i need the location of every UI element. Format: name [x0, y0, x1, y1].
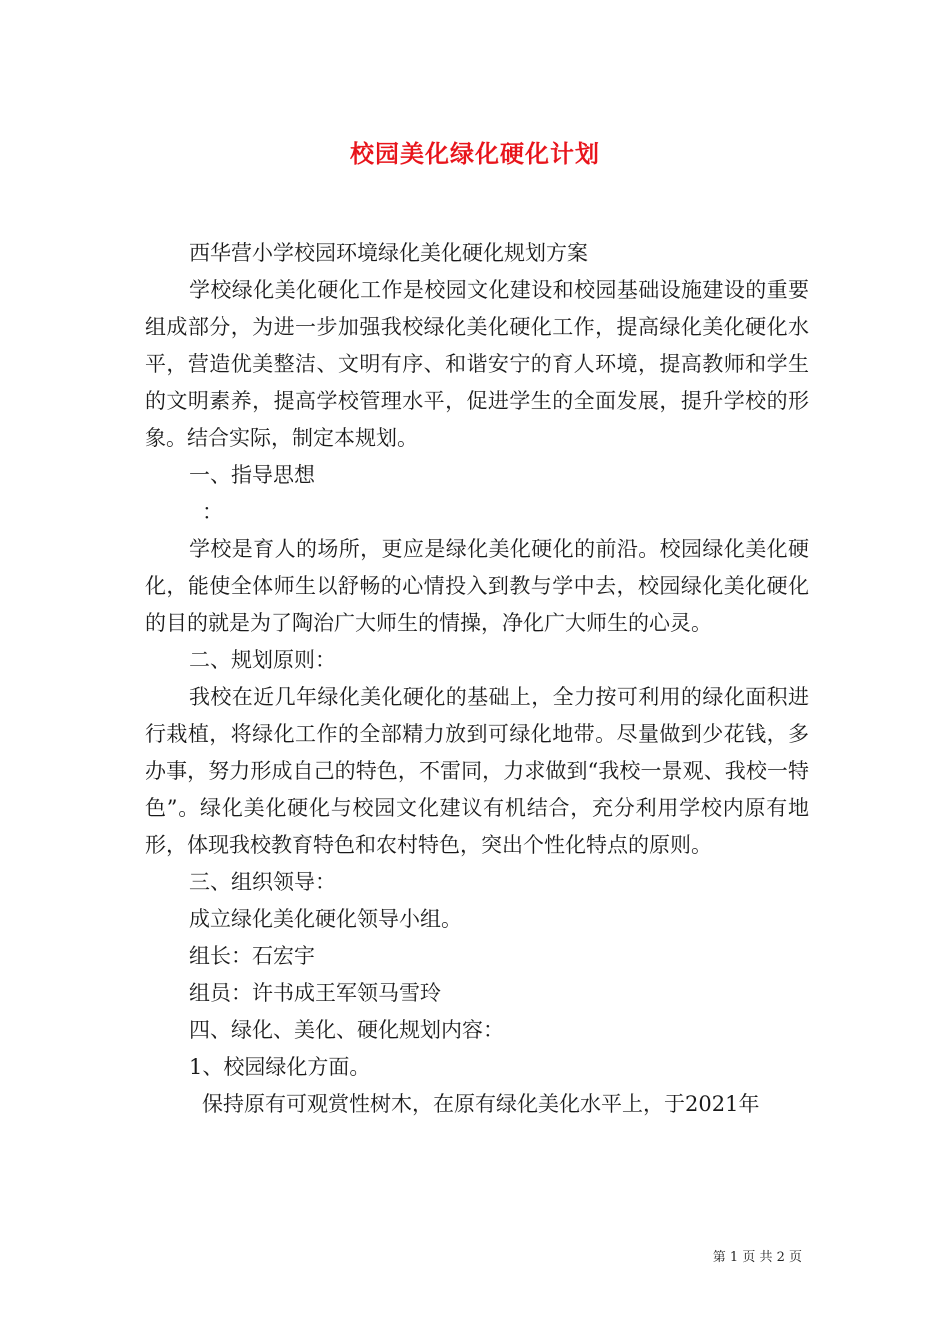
document-title: 校园美化绿化硬化计划 [350, 139, 600, 168]
principles-paragraph: 我校在近几年绿化美化硬化的基础上，全力按可利用的绿化面积进行栽植，将绿化工作的全部精力放到可绿化地带。尽量做到少花钱，多办事，努力形成自己的特色，不雷同，力求做到“我校一景观、我校一特色”。绿化美化硬化与校园文化建议有机结合，充分利用学校内原有地形，体现我校教育特色和农村特色，突出个性化特点的原则。 [145, 685, 809, 857]
plan-subtitle: 西华营小学校园环境绿化美化硬化规划方案 [189, 241, 588, 265]
group-leader-line: 组长：石宏宇 [189, 944, 315, 968]
page-number: 第 1 页 共 2 页 [712, 1250, 802, 1265]
subsection-heading-greening: 1、校园绿化方面。 [189, 1055, 371, 1079]
section-heading-principles: 二、规划原则： [189, 648, 336, 672]
section-heading-plan-content: 四、绿化、美化、硬化规划内容： [189, 1018, 504, 1042]
leadership-group-line: 成立绿化美化硬化领导小组。 [189, 907, 462, 931]
greening-paragraph-start: 保持原有可观赏性树木，在原有绿化美化水平上，于2021年 [202, 1092, 760, 1116]
document-body [145, 235, 809, 1123]
guiding-thought-paragraph: 学校是育人的场所，更应是绿化美化硬化的前沿。校园绿化美化硬化，能使全体师生以舒畅的心情投入到教与学中去，校园绿化美化硬化的目的就是为了陶治广大师生的情操，净化广大师生的心灵。 [145, 537, 809, 635]
colon-line: ： [202, 500, 223, 524]
section-heading-guiding-thought: 一、指导思想 [189, 463, 315, 487]
intro-paragraph: 学校绿化美化硬化工作是校园文化建设和校园基础设施建设的重要组成部分，为进一步加强我校绿化美化硬化工作，提高绿化美化硬化水平，营造优美整洁、文明有序、和谐安宁的育人环境，提高教师和学生的文明素养，提高学校管理水平，促进学生的全面发展，提升学校的形象。结合实际，制定本规划。 [145, 278, 809, 450]
section-heading-leadership: 三、组织领导： [189, 870, 336, 894]
group-members-line: 组员：许书成王军领马雪玲 [189, 981, 441, 1005]
